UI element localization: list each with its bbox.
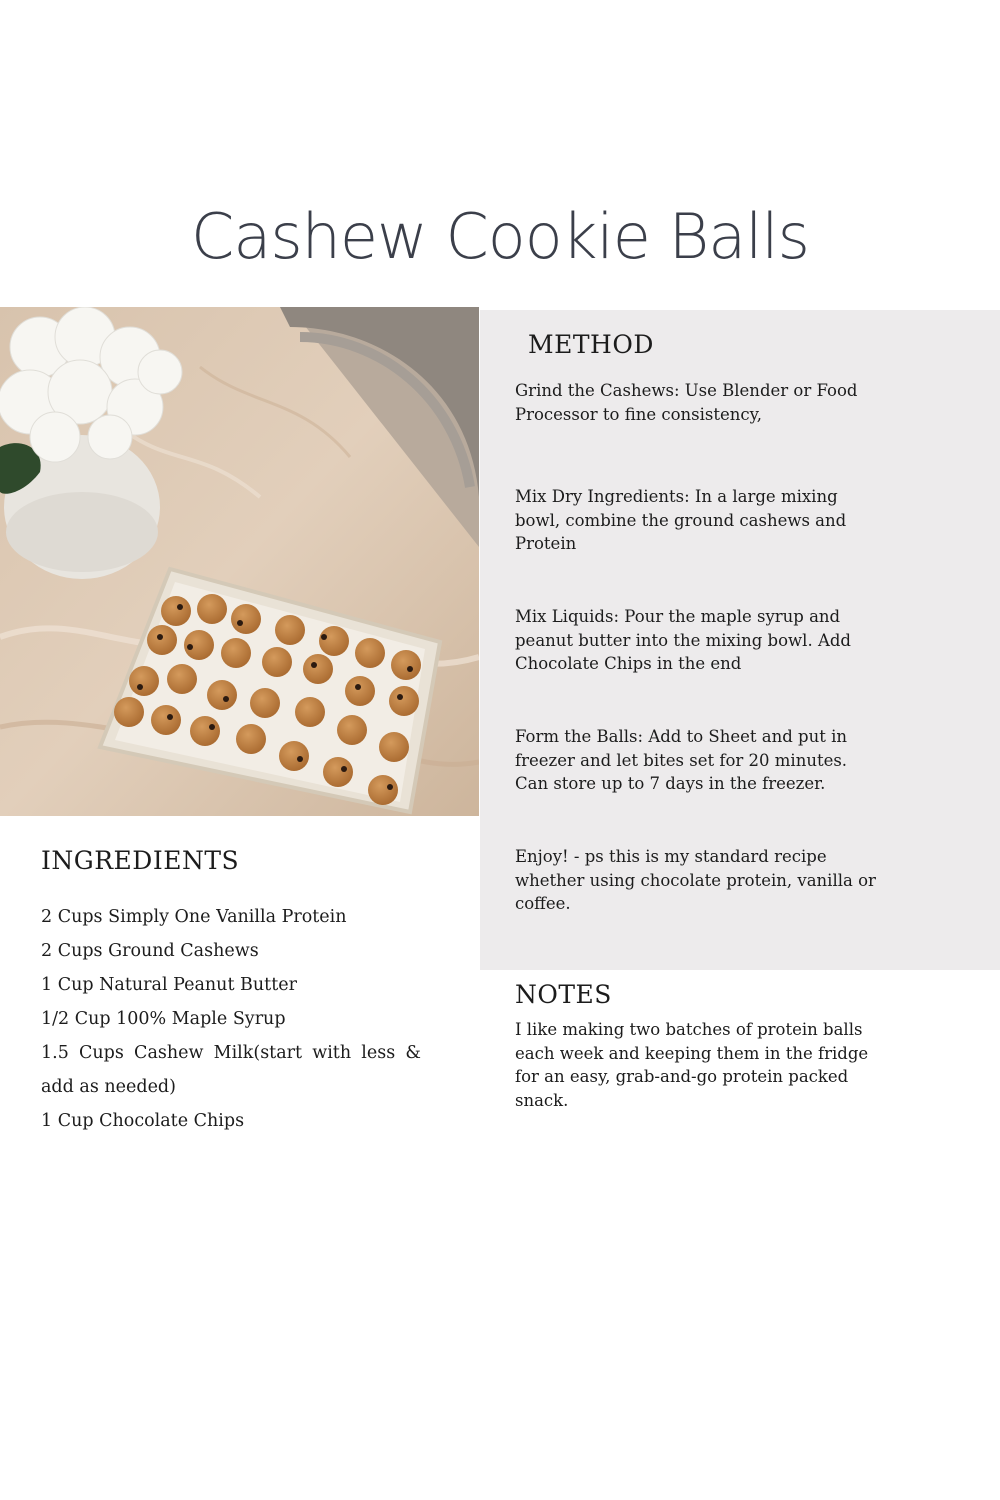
ingredient-item: 1 Cup Natural Peanut Butter — [41, 975, 297, 995]
ingredient-item: 1.5 Cups Cashew Milk(start with less & add as needed) — [41, 1043, 421, 1097]
ingredient-item: 2 Cups Simply One Vanilla Protein — [41, 907, 347, 927]
method-step: Mix Dry Ingredients: In a large mixing bowl, combine the ground cashews and Protein — [515, 487, 847, 553]
notes-heading: NOTES — [515, 980, 612, 1009]
recipe-photo — [0, 307, 479, 816]
ingredient-item: 1 Cup Chocolate Chips — [41, 1111, 245, 1131]
ingredient-item: 2 Cups Ground Cashews — [41, 941, 259, 961]
ingredient-item: 1/2 Cup 100% Maple Syrup — [41, 1009, 286, 1029]
ingredients-list — [41, 900, 421, 1138]
method-step: Form the Balls: Add to Sheet and put in freezer and let bites set for 20 minutes. Can store up to 7 days in the freezer. — [515, 727, 848, 793]
method-step: Grind the Cashews: Use Blender or Food Processor to fine consistency, — [515, 381, 858, 424]
method-heading: METHOD — [528, 330, 654, 359]
method-step: Mix Liquids: Pour the maple syrup and peanut butter into the mixing bowl. Add Chocolate Chips in the end — [515, 607, 851, 673]
ingredients-heading: INGREDIENTS — [41, 846, 240, 875]
page-title: Cashew Cookie Balls — [191, 200, 809, 273]
notes-text: I like making two batches of protein balls each week and keeping them in the fridge for an easy, grab-and-go protein packed snack. — [515, 1020, 869, 1110]
method-step: Enjoy! - ps this is my standard recipe whether using chocolate protein, vanilla or coffee. — [515, 847, 876, 913]
